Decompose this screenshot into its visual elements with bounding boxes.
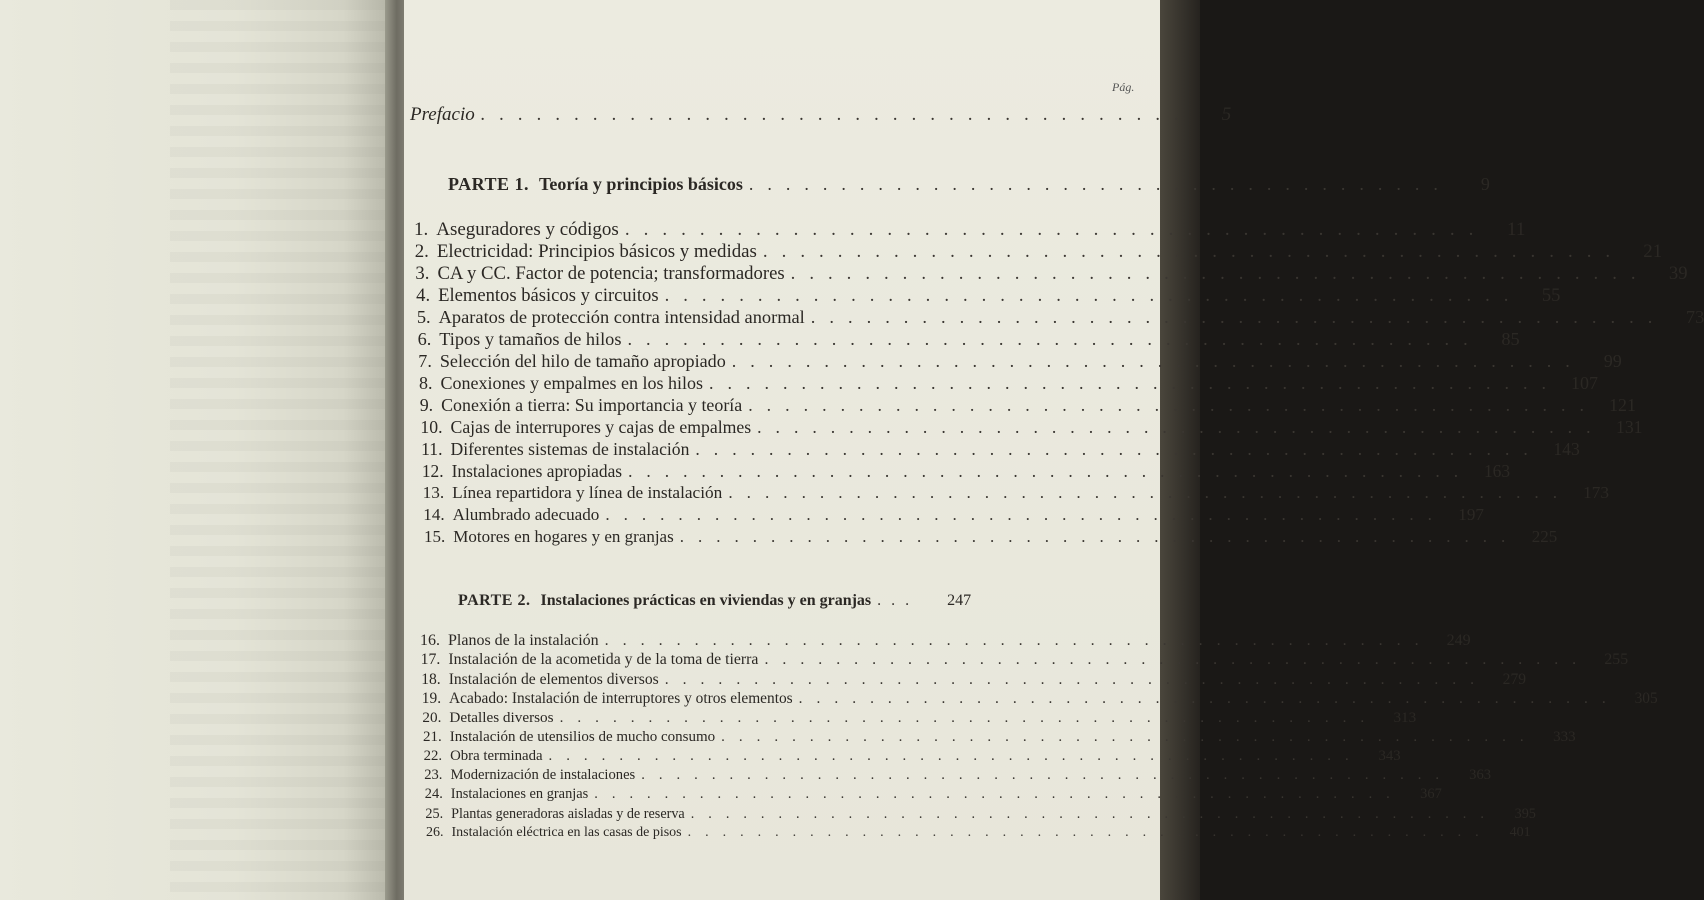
toc-chapter-entry (422, 483, 1610, 503)
dot-leader: .............................................. (664, 285, 1523, 306)
dot-leader: .............................................. (798, 689, 1620, 707)
toc-chapter-entry (423, 728, 1576, 746)
chapter-number: 20. (422, 709, 442, 727)
show-through-text (170, 0, 390, 900)
toc-chapter-entry (424, 527, 1558, 547)
entry-page: 5 (1221, 104, 1232, 125)
chapter-title: Tipos y tamaños de hilos (439, 329, 622, 349)
chapter-page: 333 (1553, 728, 1576, 745)
chapter-title: Selección del hilo de tamaño apropiado (439, 351, 726, 371)
dot-leader: .............................................. (762, 241, 1625, 262)
page-column-header: Pág. (1112, 80, 1135, 94)
entry-title: Prefacio (410, 104, 475, 125)
dot-leader: .............................................. (628, 461, 1473, 481)
toc-part-1 (448, 174, 1490, 195)
toc-chapter-entry (420, 651, 1629, 669)
chapter-title: CA y CC. Factor de potencia; transformadores (437, 263, 785, 284)
chapter-page: 363 (1469, 767, 1492, 784)
chapter-number: 11. (421, 439, 443, 459)
part-label: PARTE 2. (458, 592, 531, 609)
toc-chapter-entry (422, 709, 1417, 727)
chapter-title: Aseguradores y códigos (436, 219, 619, 240)
dot-leader: .............................................. (641, 767, 1454, 784)
dot-leader: .............................................. (548, 747, 1363, 764)
part-label: PARTE 1. (448, 174, 530, 194)
chapter-number: 2. (414, 241, 429, 262)
chapter-title: Línea repartidora y línea de instalación (452, 483, 723, 502)
dot-leader: .............................................. (690, 805, 1498, 822)
dot-leader: .............................................. (624, 219, 1488, 240)
toc-chapter-entry (414, 241, 1663, 263)
dot-leader: .............................................. (664, 670, 1489, 688)
chapter-title: Motores en hogares y en granjas (453, 527, 674, 546)
chapter-title: Modernización de instalaciones (450, 767, 636, 784)
dot-leader: .............................................. (604, 632, 1433, 649)
dot-leader: .............................................. (790, 263, 1650, 284)
dot-leader: .............................................. (679, 527, 1520, 546)
dot-leader: .............................................. (731, 351, 1584, 371)
chapter-page: 225 (1531, 527, 1558, 546)
toc-chapter-entry (423, 505, 1484, 525)
chapter-number: 16. (420, 632, 440, 649)
chapter-number: 23. (424, 767, 443, 784)
toc-chapter-entry (415, 263, 1688, 285)
chapter-page: 395 (1514, 805, 1536, 822)
chapter-number: 21. (423, 728, 442, 745)
chapter-number: 17. (420, 651, 441, 669)
toc-chapter-entry (416, 307, 1704, 328)
chapter-page: 21 (1643, 241, 1663, 262)
toc-chapter-entry (421, 670, 1527, 689)
chapter-page: 73 (1685, 307, 1704, 327)
chapter-page: 131 (1615, 417, 1643, 437)
chapter-title: Instalación de la acometida y de la toma de tierra (448, 651, 759, 669)
chapter-title: Obra terminada (450, 747, 543, 764)
toc-chapter-entry (419, 373, 1598, 394)
chapter-title: Diferentes sistemas de instalación (450, 439, 690, 459)
toc-chapter-entry (421, 439, 1580, 460)
chapter-page: 39 (1668, 263, 1688, 284)
chapter-number: 19. (421, 689, 442, 707)
chapter-number: 1. (414, 219, 429, 240)
chapter-title: Conexiones y empalmes en los hilos (440, 373, 703, 393)
left-page (0, 0, 390, 900)
chapter-page: 401 (1509, 825, 1531, 840)
chapter-page: 55 (1541, 285, 1561, 306)
dot-leader: ... (877, 592, 920, 609)
dot-leader: .............................................. (728, 483, 1572, 502)
chapter-number: 10. (420, 417, 443, 437)
dot-leader: ...................................... (748, 174, 1452, 194)
chapter-page: 249 (1446, 632, 1471, 649)
entry-page: 247 (947, 592, 972, 609)
chapter-title: Detalles diversos (449, 709, 554, 727)
toc-chapter-entry (426, 825, 1531, 841)
chapter-title: Instalaciones en granjas (450, 786, 589, 803)
dot-leader: .............................................. (687, 825, 1493, 840)
chapter-page: 99 (1603, 351, 1622, 371)
chapter-page: 173 (1583, 483, 1610, 502)
chapter-number: 22. (423, 747, 443, 764)
chapter-page: 163 (1483, 461, 1511, 481)
toc-chapter-entry (425, 805, 1536, 823)
toc-chapter-entry (421, 461, 1511, 482)
dot-leader: ...................................... (480, 104, 1194, 125)
chapter-number: 13. (422, 483, 445, 502)
toc-chapter-entry (421, 689, 1658, 708)
chapter-title: Plantas generadoras aisladas y de reserva (451, 805, 685, 822)
chapter-page: 343 (1378, 747, 1401, 764)
chapter-title: Instalación de utensilios de mucho consumo (449, 728, 716, 745)
dot-leader: .............................................. (559, 709, 1379, 727)
chapter-number: 5. (416, 307, 431, 327)
chapter-title: Conexión a tierra: Su importancia y teoría (441, 395, 743, 415)
chapter-page: 279 (1502, 670, 1527, 688)
chapter-page: 305 (1634, 689, 1658, 707)
chapter-title: Planos de la instalación (448, 632, 599, 649)
toc-chapter-entry (420, 417, 1643, 438)
chapter-page: 313 (1393, 709, 1417, 727)
chapter-title: Acabado: Instalación de interruptores y otros elementos (449, 689, 793, 707)
dot-leader: .............................................. (708, 373, 1560, 393)
toc-chapter-entry (424, 767, 1492, 784)
toc-chapter-entry (417, 329, 1520, 350)
chapter-number: 26. (426, 825, 444, 840)
entry-page: 9 (1480, 174, 1490, 194)
chapter-page: 367 (1420, 786, 1442, 803)
toc-part-2 (458, 592, 1110, 610)
chapter-number: 14. (423, 505, 445, 524)
part-title: Instalaciones prácticas en viviendas y en granjas (540, 592, 872, 609)
chapter-number: 15. (424, 527, 446, 546)
dot-leader: .............................................. (810, 307, 1667, 327)
toc-chapter-entry (416, 285, 1561, 307)
dot-leader: .............................................. (764, 651, 1591, 669)
dot-leader: .............................................. (627, 329, 1482, 349)
toc-chapter-entry (419, 395, 1636, 416)
toc-chapter-entry (420, 632, 1471, 650)
chapter-page: 255 (1604, 651, 1629, 669)
toc-entry-prefacio (410, 104, 1232, 126)
dot-leader: .............................................. (757, 417, 1605, 437)
chapter-title: Instalación eléctrica en las casas de pisos (451, 825, 682, 840)
toc-chapter-entry (418, 351, 1622, 372)
chapter-number: 12. (421, 461, 444, 481)
chapter-number: 18. (421, 670, 441, 688)
chapter-page: 107 (1570, 373, 1598, 393)
chapter-number: 3. (415, 263, 430, 284)
chapter-page: 197 (1458, 505, 1484, 524)
toc-chapter-entry (424, 786, 1442, 803)
chapter-page: 11 (1507, 219, 1526, 240)
chapter-number: 9. (419, 395, 434, 415)
dot-leader: .............................................. (594, 786, 1404, 803)
dot-leader: .............................................. (695, 439, 1542, 459)
dot-leader: .............................................. (605, 505, 1446, 524)
chapter-number: 8. (419, 373, 433, 393)
chapter-title: Instalación de elementos diversos (448, 670, 659, 688)
dot-leader: .............................................. (748, 395, 1598, 415)
chapter-title: Elementos básicos y circuitos (438, 285, 659, 306)
chapter-title: Electricidad: Principios básicos y medidas (436, 241, 757, 262)
toc-chapter-entry (423, 747, 1401, 765)
chapter-title: Alumbrado adecuado (452, 505, 600, 524)
chapter-number: 4. (416, 285, 431, 306)
chapter-number: 6. (417, 329, 432, 349)
chapter-number: 7. (418, 351, 432, 371)
chapter-title: Aparatos de protección contra intensidad anormal (438, 307, 805, 327)
dot-leader: .............................................. (721, 728, 1538, 745)
chapter-number: 25. (425, 805, 444, 822)
toc-chapter-entry (414, 219, 1526, 241)
chapter-page: 85 (1501, 329, 1520, 349)
chapter-page: 121 (1609, 395, 1636, 415)
chapter-number: 24. (424, 786, 443, 803)
chapter-page: 143 (1553, 439, 1580, 459)
chapter-title: Instalaciones apropiadas (451, 461, 623, 481)
chapter-title: Cajas de interrupores y cajas de empalmes (450, 417, 752, 437)
part-title: Teoría y principios básicos (539, 174, 743, 194)
